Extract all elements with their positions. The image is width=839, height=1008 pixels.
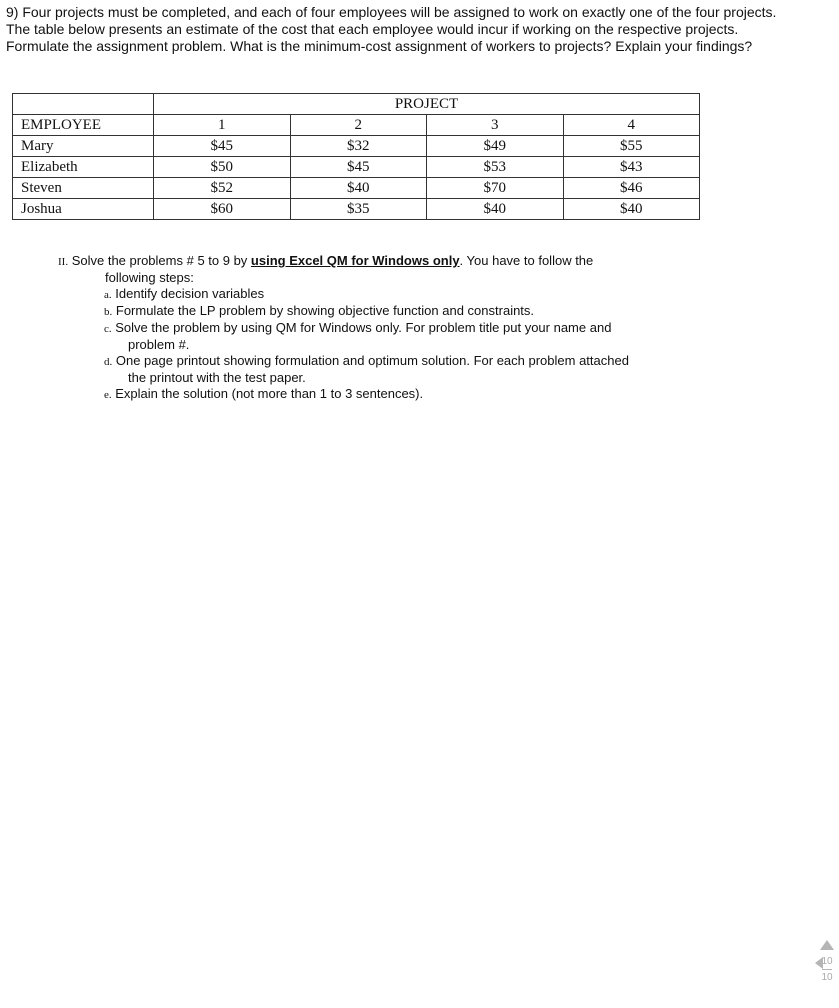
step-text-continued: the printout with the test paper. bbox=[128, 370, 306, 385]
page-divider bbox=[822, 969, 832, 970]
step-letter: d. bbox=[104, 356, 113, 368]
intro-continuation: following steps: bbox=[105, 270, 194, 285]
steps-list bbox=[58, 286, 698, 403]
table-header-row bbox=[13, 94, 700, 115]
page-navigator bbox=[819, 940, 835, 983]
cost-cell: $50 bbox=[154, 157, 291, 178]
question-9-text: 9) Four projects must be completed, and each of four employees will be assigned to work on exactly one of the four projects. The table below presents an estimate of the cost that each employee would incur if working on the respective projects. Formulate the assignment problem. What is the minimum-cost assignment of workers to projects? Explain your findings? bbox=[6, 4, 777, 54]
cost-cell: $45 bbox=[154, 136, 291, 157]
intro-text-after: . You have to follow the bbox=[459, 253, 594, 268]
project-header-3: 3 bbox=[427, 115, 564, 136]
list-item bbox=[58, 320, 698, 353]
employee-name: Joshua bbox=[13, 199, 154, 220]
section-numeral: II. bbox=[58, 256, 69, 268]
employee-header: EMPLOYEE bbox=[13, 115, 154, 136]
table-row bbox=[13, 199, 700, 220]
cost-cell: $40 bbox=[427, 199, 564, 220]
step-text-continued: problem #. bbox=[128, 337, 190, 352]
employee-name: Mary bbox=[13, 136, 154, 157]
step-text: Formulate the LP problem by showing objective function and constraints. bbox=[115, 303, 535, 318]
table-row bbox=[13, 136, 700, 157]
cost-table bbox=[12, 93, 700, 220]
total-pages: 10 bbox=[821, 972, 833, 983]
section-2-intro bbox=[58, 253, 698, 286]
project-header-4: 4 bbox=[563, 115, 700, 136]
cost-cell: $32 bbox=[290, 136, 427, 157]
employee-name: Elizabeth bbox=[13, 157, 154, 178]
list-item bbox=[58, 386, 698, 403]
step-text: Explain the solution (not more than 1 to 3 sentences). bbox=[115, 386, 424, 401]
list-item bbox=[58, 303, 698, 320]
step-text: Identify decision variables bbox=[115, 286, 265, 301]
table-subheader-row bbox=[13, 115, 700, 136]
cost-cell: $35 bbox=[290, 199, 427, 220]
cost-cell: $40 bbox=[290, 178, 427, 199]
step-letter: c. bbox=[104, 323, 112, 335]
intro-emphasis: using Excel QM for Windows only bbox=[250, 253, 460, 268]
cost-cell: $43 bbox=[563, 157, 700, 178]
cost-cell: $52 bbox=[154, 178, 291, 199]
cost-cell: $60 bbox=[154, 199, 291, 220]
intro-text-before: Solve the problems # 5 to 9 by bbox=[71, 253, 251, 268]
cost-cell: $55 bbox=[563, 136, 700, 157]
table-row bbox=[13, 157, 700, 178]
step-text: One page printout showing formulation and optimum solution. For each problem attached bbox=[115, 353, 629, 368]
step-letter: a. bbox=[104, 289, 112, 301]
list-item bbox=[58, 286, 698, 303]
corner-cell bbox=[13, 94, 154, 115]
project-header-1: 1 bbox=[154, 115, 291, 136]
table-row bbox=[13, 178, 700, 199]
cost-cell: $49 bbox=[427, 136, 564, 157]
step-text: Solve the problem by using QM for Windows only. For problem title put your name and bbox=[115, 320, 612, 335]
cost-cell: $45 bbox=[290, 157, 427, 178]
cost-cell: $40 bbox=[563, 199, 700, 220]
step-letter: b. bbox=[104, 306, 113, 318]
collapse-arrow-icon[interactable] bbox=[815, 957, 823, 969]
cost-cell: $53 bbox=[427, 157, 564, 178]
step-letter: e. bbox=[104, 389, 112, 401]
list-item bbox=[58, 353, 698, 386]
page-up-icon[interactable] bbox=[820, 940, 834, 950]
cost-cell: $46 bbox=[563, 178, 700, 199]
project-header-2: 2 bbox=[290, 115, 427, 136]
current-page: 10 bbox=[821, 956, 833, 967]
project-group-header: PROJECT bbox=[154, 94, 700, 115]
employee-name: Steven bbox=[13, 178, 154, 199]
cost-cell: $70 bbox=[427, 178, 564, 199]
section-2 bbox=[58, 253, 698, 403]
